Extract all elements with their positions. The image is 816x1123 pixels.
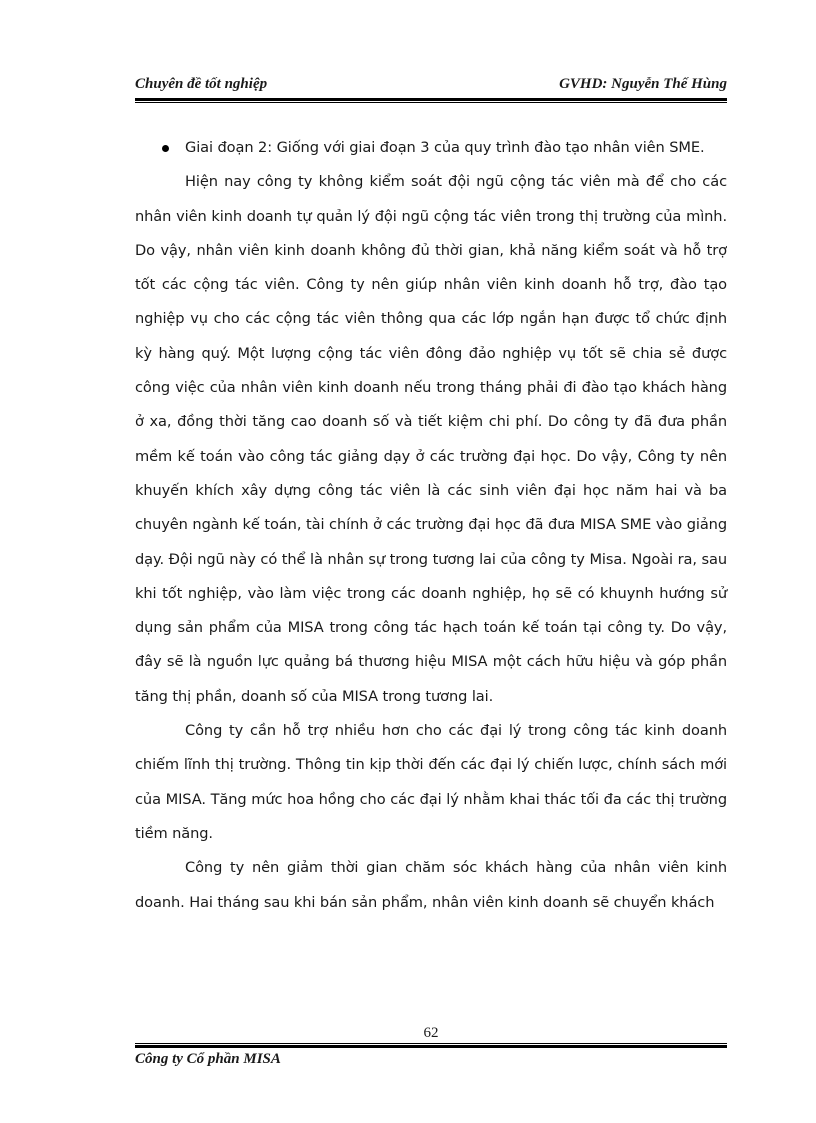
header-rule: [135, 98, 727, 103]
footer-rule: [135, 1043, 727, 1048]
page-body: [135, 131, 727, 920]
paragraph-customer-care: Công ty nên giảm thời gian chăm sóc khách hàng của nhân viên kinh doanh. Hai tháng sau khi bán sản phẩm, nhân viên kinh doanh sẽ chuyển khách: [135, 859, 727, 911]
header-document-title: Chuyên đề tốt nghiệp: [135, 76, 268, 92]
header-supervisor: GVHD: Nguyễn Thế Hùng: [559, 76, 727, 92]
page-footer: Công ty Cổ phần MISA: [135, 1051, 281, 1067]
bullet-text: Giai đoạn 2: Giống với giai đoạn 3 của quy trình đào tạo nhân viên SME.: [185, 139, 705, 156]
paragraph-collaborators: Hiện nay công ty không kiểm soát đội ngũ cộng tác viên mà để cho các nhân viên kinh doanh tự quản lý đội ngũ cộng tác viên trong thị trường của mình. Do vậy, nhân viên kinh doanh không đủ thời gian, khả năng kiểm soát và hỗ trợ tốt các cộng tác viên. Công ty nên giúp nhân viên kinh doanh hỗ trợ, đào tạo nghiệp vụ cho các cộng tác viên thông qua các lớp ngắn hạn được tổ chức định kỳ hàng quý. Một lượng cộng tác viên đông đảo nghiệp vụ tốt sẽ chia sẻ được công việc của nhân viên kinh doanh nếu trong tháng phải đi đào tạo khách hàng ở xa, đồng thời tăng cao doanh số và tiết kiệm chi phí. Do công ty đã đưa phần mềm kế toán vào công tác giảng dạy ở các trường đại học. Do vậy, Công ty nên khuyến khích xây dựng công tác viên là các sinh viên đại học năm hai và ba chuyên ngành kế toán, tài chính ở các trường đại học đã đưa MISA SME vào giảng dạy. Đội ngũ này có thể là nhân sự trong tương lai của công ty Misa. Ngoài ra, sau khi tốt nghiệp, vào làm việc trong các doanh nghiệp, họ sẽ có khuynh hướng sử dụng sản phẩm của MISA trong công tác hạch toán kế toán tại công ty. Do vậy, đây sẽ là nguồn lực quảng bá thương hiệu MISA một cách hữu hiệu và góp phần tăng thị phần, doanh số của MISA trong tương lai.: [135, 173, 727, 705]
paragraph-agents: Công ty cần hỗ trợ nhiều hơn cho các đại lý trong công tác kinh doanh chiếm lĩnh thị trường. Thông tin kịp thời đến các đại lý chiến lược, chính sách mới của MISA. Tăng mức hoa hồng cho các đại lý nhằm khai thác tối đa các thị trường tiềm năng.: [135, 722, 727, 842]
bullet-item: [135, 131, 727, 165]
page-number: 62: [423, 1025, 439, 1041]
page-header: [135, 76, 727, 96]
bullet-dot-icon: [162, 145, 169, 152]
